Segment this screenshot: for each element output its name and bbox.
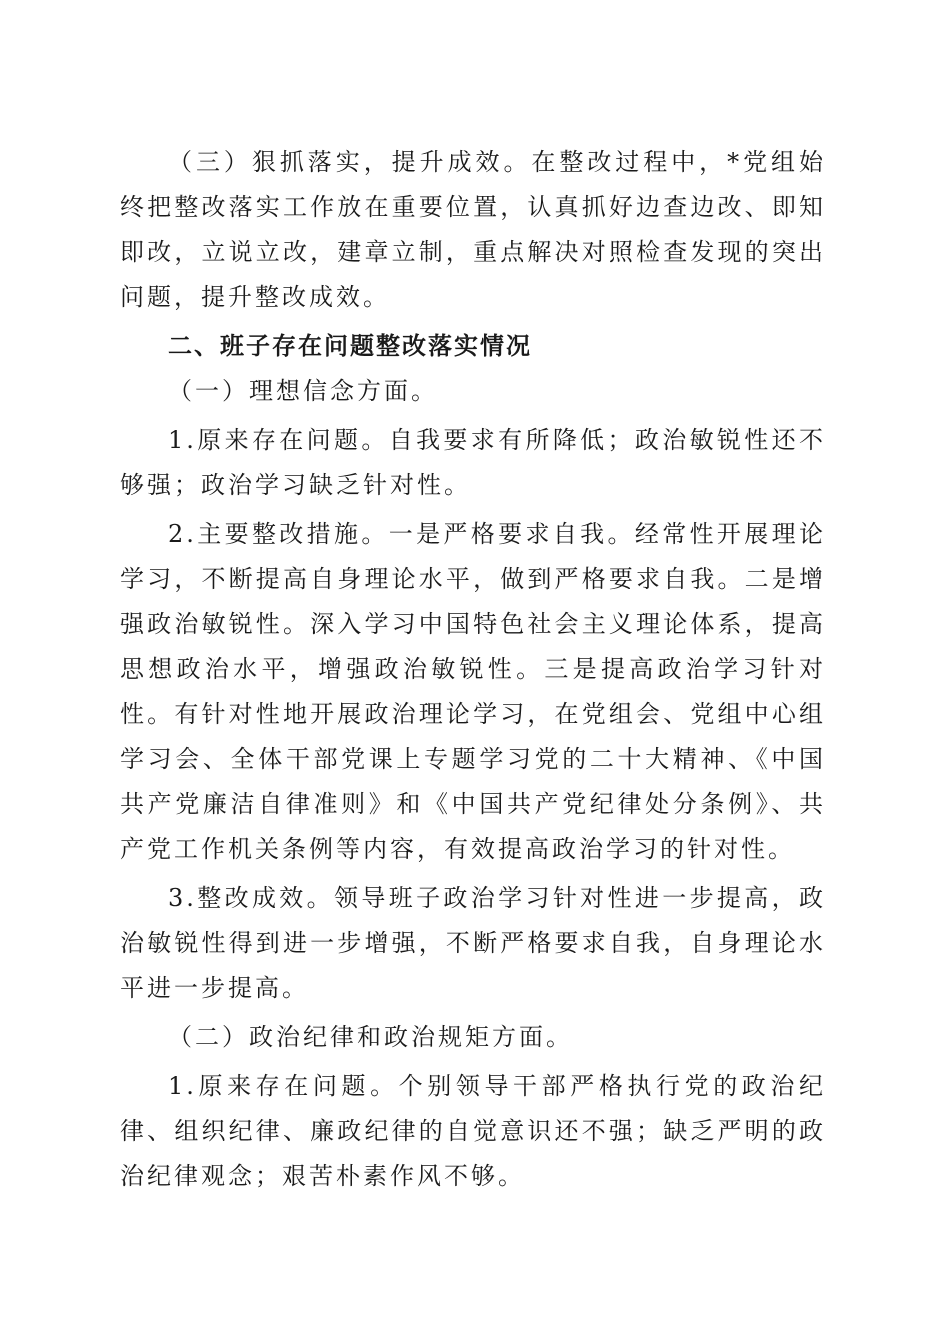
section-heading-rectification-status: 二、班子存在问题整改落实情况	[168, 332, 532, 360]
document-body	[120, 140, 826, 1199]
subheading-political-discipline: （二）政治纪律和政治规矩方面。	[168, 1023, 573, 1051]
subheading-ideals-beliefs: （一）理想信念方面。	[168, 377, 438, 405]
paragraph-rectification-results: 3.整改成效。领导班子政治学习针对性进一步提高，政治敏锐性得到进一步增强，不断严格要求自我，自身理论水平进一步提高。	[120, 884, 826, 1002]
paragraph-main-measures: 2.主要整改措施。一是严格要求自我。经常性开展理论学习，不断提高自身理论水平，做到严格要求自我。二是增强政治敏锐性。深入学习中国特色社会主义理论体系，提高思想政治水平，增强政治敏锐性。三是提高政治学习针对性。有针对性地开展政治理论学习，在党组会、党组中心组学习会、全体干部党课上专题学习党的二十大精神、《中国共产党廉洁自律准则》和《中国共产党纪律处分条例》、共产党工作机关条例等内容，有效提高政治学习的针对性。	[120, 520, 826, 863]
paragraph-implementation-results: （三）狠抓落实，提升成效。在整改过程中，*党组始终把整改落实工作放在重要位置，认真抓好边查边改、即知即改，立说立改，建章立制，重点解决对照检查发现的突出问题，提升整改成效。	[120, 148, 826, 311]
paragraph-original-problems-2: 1.原来存在问题。个别领导干部严格执行党的政治纪律、组织纪律、廉政纪律的自觉意识还不强；缺乏严明的政治纪律观念；艰苦朴素作风不够。	[120, 1072, 826, 1190]
paragraph-original-problems-1: 1.原来存在问题。自我要求有所降低；政治敏锐性还不够强；政治学习缺乏针对性。	[120, 426, 826, 499]
